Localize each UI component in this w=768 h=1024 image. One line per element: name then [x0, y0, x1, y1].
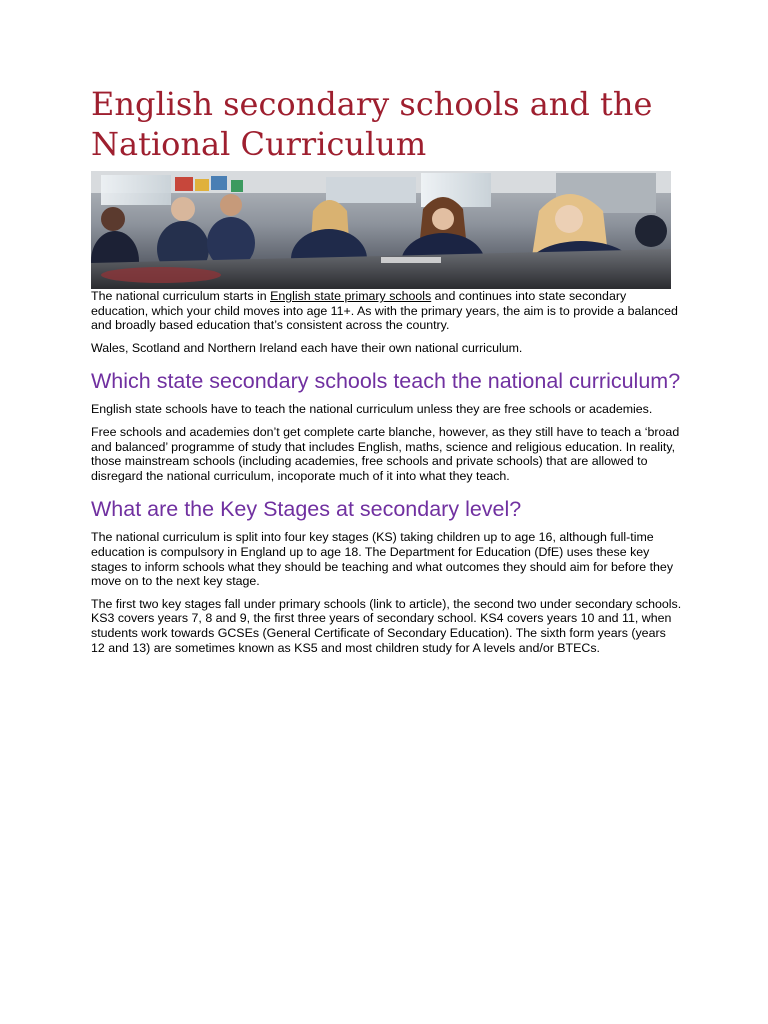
classroom-photo	[91, 171, 671, 289]
section2-paragraph-2: The first two key stages fall under primary schools (link to article), the second two under secondary schools. KS3 covers years 7, 8 and 9, the first three years of secondary school. KS4 covers years 10 and 11, when students work towards GCSEs (General Certificate of Secondary Education). The sixth form years (years 12 and 13) are sometimes known as KS5 and most children study for A levels and/or BTECs.	[91, 596, 682, 655]
section1-paragraph-1: English state schools have to teach the national curriculum unless they are free schools or academies.	[91, 402, 653, 417]
document-title: English secondary schools and the National Curriculum	[91, 85, 653, 163]
document-body	[91, 289, 683, 663]
section-heading-state-schools: Which state secondary schools teach the national curriculum?	[91, 369, 681, 394]
intro-text-end: and continues into state secondary education, which your child moves into age 11+. As with the primary years, the aim is to provide a balanced and broadly based education that’s consistent across the country.	[91, 289, 678, 333]
intro-text-start: The national curriculum starts in	[91, 289, 271, 303]
section-heading-key-stages: What are the Key Stages at secondary level?	[91, 497, 522, 522]
section1-paragraph-2: Free schools and academies don’t get complete carte blanche, however, as they still have to teach a ‘broad and balanced’ programme of study that includes English, maths, science and religious education. In reality, those mainstream schools (including academies, free schools and private schools) that are allowed to disregard the national curriculum, incoporate much of it into what they teach.	[91, 424, 680, 483]
primary-schools-link[interactable]: English state primary schools	[270, 289, 432, 303]
intro-paragraph	[91, 289, 683, 333]
intro-paragraph-2: Wales, Scotland and Northern Ireland each have their own national curriculum.	[91, 340, 523, 355]
section2-paragraph-1: The national curriculum is split into four key stages (KS) taking children up to age 16, although full-time education is compulsory in England up to age 18. The Department for Education (DfE) uses these key stages to inform schools what they should be teaching and what outcomes they should aim for before they move on to the next key stage.	[91, 530, 674, 589]
